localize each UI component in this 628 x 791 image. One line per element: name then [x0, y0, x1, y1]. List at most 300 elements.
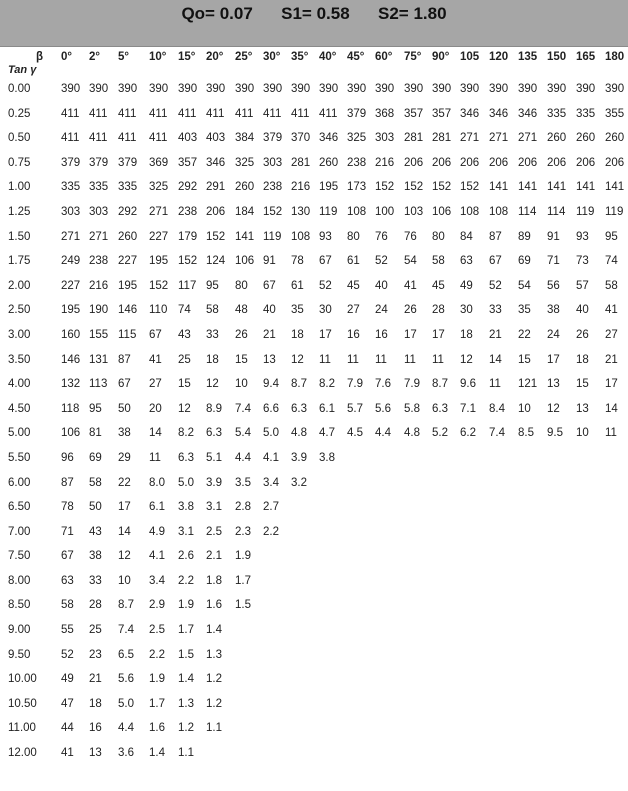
table-cell: 22 — [518, 328, 531, 341]
table-cell: 45 — [347, 279, 360, 292]
table-cell: 58 — [605, 279, 618, 292]
table-cell: 14 — [118, 525, 131, 538]
table-cell: 4.9 — [149, 525, 165, 538]
table-cell: 38 — [547, 304, 560, 317]
table-cell: 5.8 — [404, 402, 420, 415]
table-cell: 1.1 — [206, 722, 222, 735]
table-cell: 260 — [319, 156, 339, 169]
table-cell: 78 — [291, 255, 304, 268]
table-cell: 335 — [89, 181, 109, 194]
row-label: 2.00 — [8, 279, 31, 292]
table-cell: 28 — [89, 599, 102, 612]
table-row — [0, 594, 628, 619]
table-cell: 335 — [118, 181, 138, 194]
table-cell: 11 — [347, 353, 359, 366]
table-cell: 5.0 — [263, 427, 279, 440]
table-cell: 74 — [178, 304, 191, 317]
table-cell: 40 — [576, 304, 589, 317]
table-cell: 28 — [432, 304, 445, 317]
table-cell: 206 — [460, 156, 480, 169]
table-cell: 325 — [149, 181, 169, 194]
table-cell: 390 — [291, 83, 311, 95]
table-cell: 260 — [605, 132, 625, 145]
table-cell: 73 — [576, 255, 589, 268]
table-cell: 33 — [489, 304, 502, 317]
table-cell: 87 — [118, 353, 131, 366]
table-cell: 141 — [489, 181, 509, 194]
table-cell: 6.3 — [178, 451, 194, 464]
table-cell: 3.2 — [291, 476, 307, 489]
table-cell: 100 — [375, 205, 395, 218]
table-cell: 3.8 — [319, 451, 335, 464]
table-cell: 390 — [547, 83, 567, 95]
table-cell: 5.2 — [432, 427, 448, 440]
table-cell: 22 — [118, 476, 131, 489]
table-cell: 403 — [178, 132, 198, 145]
table-cell: 1.9 — [178, 599, 194, 612]
table-cell: 43 — [89, 525, 102, 538]
table-cell: 69 — [89, 451, 102, 464]
table-cell: 14 — [149, 427, 162, 440]
table-cell: 16 — [89, 722, 102, 735]
table-cell: 1.7 — [149, 697, 165, 710]
table-cell: 411 — [149, 107, 168, 120]
table-cell: 195 — [319, 181, 339, 194]
table-cell: 1.2 — [178, 722, 194, 735]
table-cell: 95 — [206, 279, 219, 292]
row-label: 2.50 — [8, 304, 31, 317]
table-cell: 160 — [61, 328, 81, 341]
table-cell: 58 — [206, 304, 219, 317]
table-cell: 7.6 — [375, 378, 391, 391]
table-row — [0, 176, 628, 201]
column-header: 5° — [118, 51, 129, 63]
table-cell: 17 — [118, 501, 131, 514]
table-cell: 8.2 — [319, 378, 335, 391]
table-row — [0, 644, 628, 669]
table-cell: 38 — [89, 550, 102, 563]
table-cell: 303 — [89, 205, 109, 218]
table-cell: 13 — [547, 378, 560, 391]
table-cell: 260 — [547, 132, 567, 145]
table-cell: 152 — [404, 181, 424, 194]
table-cell: 379 — [89, 156, 109, 169]
table-cell: 390 — [347, 83, 367, 95]
tan-gamma-label: Tan γ — [8, 64, 37, 76]
table-row — [0, 324, 628, 349]
table-cell: 35 — [518, 304, 531, 317]
table-cell: 1.6 — [149, 722, 165, 735]
table-cell: 30 — [460, 304, 473, 317]
table-cell: 411 — [61, 107, 80, 120]
table-cell: 227 — [149, 230, 169, 243]
table-cell: 17 — [404, 328, 417, 341]
table-cell: 357 — [432, 107, 452, 120]
table-cell: 411 — [319, 107, 338, 120]
table-cell: 13 — [263, 353, 276, 366]
table-cell: 52 — [489, 279, 502, 292]
table-row — [0, 275, 628, 300]
table-cell: 411 — [61, 132, 80, 145]
table-cell: 87 — [61, 476, 74, 489]
table-cell: 61 — [291, 279, 304, 292]
table-row — [0, 398, 628, 423]
table-cell: 80 — [235, 279, 248, 292]
table-row — [0, 103, 628, 128]
table-cell: 5.7 — [347, 402, 363, 415]
table-cell: 390 — [149, 83, 169, 95]
table-cell: 5.0 — [118, 697, 134, 710]
table-cell: 292 — [178, 181, 198, 194]
table-cell: 3.6 — [118, 747, 134, 760]
table-cell: 63 — [460, 255, 473, 268]
row-label: 6.00 — [8, 476, 31, 489]
table-cell: 271 — [149, 205, 169, 218]
column-header: 30° — [263, 51, 281, 63]
table-cell: 260 — [576, 132, 596, 145]
row-label: 1.00 — [8, 181, 31, 194]
table-cell: 3.1 — [178, 525, 194, 538]
table-cell: 303 — [263, 156, 283, 169]
table-cell: 18 — [291, 328, 304, 341]
table-cell: 390 — [263, 83, 283, 95]
table-cell: 76 — [404, 230, 417, 243]
table-cell: 67 — [118, 378, 131, 391]
table-cell: 227 — [118, 255, 138, 268]
table-cell: 48 — [235, 304, 248, 317]
table-cell: 7.4 — [489, 427, 505, 440]
table-cell: 216 — [89, 279, 109, 292]
column-header: 15° — [178, 51, 196, 63]
table-cell: 4.7 — [319, 427, 335, 440]
table-cell: 4.4 — [375, 427, 391, 440]
table-cell: 3.8 — [178, 501, 194, 514]
table-cell: 1.6 — [206, 599, 222, 612]
table-row — [0, 545, 628, 570]
table-cell: 3.9 — [206, 476, 222, 489]
table-cell: 6.1 — [149, 501, 165, 514]
table-cell: 8.0 — [149, 476, 165, 489]
table-cell: 390 — [206, 83, 226, 95]
table-cell: 106 — [432, 205, 452, 218]
table-cell: 6.2 — [460, 427, 476, 440]
table-cell: 379 — [61, 156, 81, 169]
table-cell: 2.7 — [263, 501, 279, 514]
table-cell: 2.2 — [149, 648, 165, 661]
table-cell: 271 — [489, 132, 509, 145]
table-cell: 4.4 — [118, 722, 134, 735]
table-cell: 411 — [149, 132, 168, 145]
table-cell: 63 — [61, 574, 74, 587]
table-cell: 2.8 — [235, 501, 251, 514]
table-cell: 1.3 — [178, 697, 194, 710]
column-header: 10° — [149, 51, 167, 63]
parameters-title: Qo= 0.07 S1= 0.58 S2= 1.80 — [181, 4, 447, 23]
table-cell: 12 — [460, 353, 473, 366]
table-row — [0, 78, 628, 103]
table-cell: 10 — [235, 378, 248, 391]
table-cell: 390 — [404, 83, 424, 95]
table-cell: 54 — [518, 279, 531, 292]
table-cell: 17 — [319, 328, 332, 341]
table-cell: 152 — [206, 230, 226, 243]
table-cell: 21 — [263, 328, 276, 341]
table-cell: 190 — [89, 304, 109, 317]
table-cell: 346 — [518, 107, 538, 120]
table-cell: 291 — [206, 181, 226, 194]
table-cell: 206 — [605, 156, 625, 169]
table-cell: 4.1 — [263, 451, 279, 464]
table-cell: 21 — [489, 328, 502, 341]
table-cell: 106 — [61, 427, 81, 440]
table-cell: 1.5 — [178, 648, 194, 661]
column-header: 90° — [432, 51, 450, 63]
table-cell: 11 — [375, 353, 387, 366]
table-cell: 152 — [375, 181, 395, 194]
table-cell: 7.4 — [235, 402, 251, 415]
column-header: 45° — [347, 51, 365, 63]
table-cell: 390 — [235, 83, 255, 95]
table-cell: 206 — [404, 156, 424, 169]
row-label: 11.00 — [8, 722, 36, 735]
table-cell: 1.4 — [149, 747, 165, 760]
table-cell: 5.6 — [118, 673, 134, 686]
table-cell: 58 — [89, 476, 102, 489]
table-cell: 411 — [206, 107, 225, 120]
table-cell: 155 — [89, 328, 109, 341]
table-cell: 238 — [178, 205, 198, 218]
table-cell: 67 — [263, 279, 276, 292]
table-cell: 195 — [149, 255, 169, 268]
table-cell: 5.6 — [375, 402, 391, 415]
table-cell: 216 — [375, 156, 395, 169]
table-cell: 52 — [319, 279, 332, 292]
table-cell: 71 — [547, 255, 560, 268]
table-cell: 110 — [149, 304, 168, 317]
table-cell: 141 — [576, 181, 596, 194]
column-header: 25° — [235, 51, 253, 63]
table-cell: 115 — [118, 328, 137, 341]
table-cell: 2.5 — [206, 525, 222, 538]
table-cell: 40 — [263, 304, 276, 317]
table-cell: 50 — [118, 402, 131, 415]
table-cell: 38 — [118, 427, 131, 440]
table-cell: 141 — [547, 181, 567, 194]
table-cell: 281 — [291, 156, 311, 169]
row-label: 9.00 — [8, 624, 31, 637]
table-cell: 44 — [61, 722, 74, 735]
table-cell: 5.1 — [206, 451, 222, 464]
column-header: 135 — [518, 51, 538, 63]
table-cell: 95 — [89, 402, 102, 415]
table-cell: 346 — [489, 107, 509, 120]
table-cell: 390 — [319, 83, 339, 95]
table-cell: 1.3 — [206, 648, 222, 661]
table-cell: 12 — [118, 550, 131, 563]
table-row — [0, 447, 628, 472]
table-cell: 238 — [263, 181, 283, 194]
table-cell: 131 — [89, 353, 109, 366]
table-cell: 7.9 — [347, 378, 363, 391]
table-cell: 7.1 — [460, 402, 476, 415]
table-cell: 18 — [576, 353, 589, 366]
table-cell: 91 — [547, 230, 560, 243]
row-label: 1.25 — [8, 205, 31, 218]
table-cell: 390 — [489, 83, 509, 95]
table-cell: 18 — [89, 697, 102, 710]
table-cell: 379 — [347, 107, 367, 120]
table-cell: 96 — [61, 451, 74, 464]
table-cell: 95 — [605, 230, 618, 243]
table-row — [0, 127, 628, 152]
table-cell: 346 — [319, 132, 339, 145]
table-cell: 67 — [319, 255, 332, 268]
table-cell: 206 — [518, 156, 538, 169]
table-cell: 26 — [576, 328, 589, 341]
table-cell: 390 — [460, 83, 480, 95]
table-cell: 141 — [518, 181, 538, 194]
table-cell: 26 — [235, 328, 248, 341]
table-cell: 12 — [178, 402, 191, 415]
table-row — [0, 496, 628, 521]
table-cell: 12 — [206, 378, 219, 391]
table-cell: 8.7 — [291, 378, 307, 391]
table-cell: 7.4 — [118, 624, 134, 637]
table-cell: 23 — [89, 648, 102, 661]
table-cell: 238 — [89, 255, 109, 268]
table-cell: 58 — [432, 255, 445, 268]
table-row — [0, 570, 628, 595]
table-cell: 89 — [518, 230, 531, 243]
table-cell: 6.6 — [263, 402, 279, 415]
table-cell: 152 — [149, 279, 169, 292]
table-cell: 411 — [118, 132, 137, 145]
table-cell: 390 — [605, 83, 625, 95]
table-cell: 1.4 — [206, 624, 222, 637]
column-header: 2° — [89, 51, 100, 63]
table-cell: 119 — [319, 205, 338, 218]
table-cell: 61 — [347, 255, 360, 268]
table-cell: 13 — [89, 747, 102, 760]
table-row — [0, 201, 628, 226]
table-cell: 390 — [118, 83, 138, 95]
table-cell: 3.4 — [149, 574, 165, 587]
table-cell: 335 — [547, 107, 567, 120]
table-cell: 76 — [375, 230, 388, 243]
column-header: 35° — [291, 51, 309, 63]
row-label: 5.00 — [8, 427, 31, 440]
table-cell: 1.7 — [178, 624, 194, 637]
table-cell: 15 — [576, 378, 589, 391]
table-cell: 152 — [263, 205, 283, 218]
row-label: 6.50 — [8, 501, 31, 514]
table-cell: 335 — [576, 107, 596, 120]
table-row — [0, 299, 628, 324]
table-cell: 1.2 — [206, 697, 222, 710]
column-header: 120 — [489, 51, 509, 63]
table-cell: 24 — [547, 328, 560, 341]
table-cell: 26 — [404, 304, 417, 317]
table-cell: 357 — [178, 156, 198, 169]
table-cell: 16 — [347, 328, 360, 341]
table-cell: 11 — [432, 353, 444, 366]
row-label: 0.25 — [8, 107, 31, 120]
table-cell: 411 — [89, 107, 108, 120]
table-cell: 379 — [118, 156, 138, 169]
row-label: 3.00 — [8, 328, 31, 341]
table-cell: 93 — [576, 230, 589, 243]
table-cell: 67 — [489, 255, 502, 268]
table-cell: 2.2 — [263, 525, 279, 538]
table-cell: 58 — [61, 599, 74, 612]
table-cell: 47 — [61, 697, 74, 710]
table-cell: 260 — [118, 230, 138, 243]
table-cell: 411 — [89, 132, 108, 145]
table-cell: 4.8 — [291, 427, 307, 440]
table-cell: 33 — [206, 328, 219, 341]
table-cell: 249 — [61, 255, 81, 268]
table-cell: 325 — [235, 156, 255, 169]
table-cell: 281 — [432, 132, 452, 145]
table-cell: 1.5 — [235, 599, 251, 612]
table-cell: 141 — [235, 230, 255, 243]
table-row — [0, 693, 628, 718]
table-cell: 117 — [178, 279, 197, 292]
table-cell: 5.0 — [178, 476, 194, 489]
table-cell: 8.2 — [178, 427, 194, 440]
table-cell: 335 — [61, 181, 81, 194]
table-row — [0, 373, 628, 398]
table-cell: 41 — [61, 747, 74, 760]
table-row — [0, 742, 628, 767]
table-cell: 271 — [89, 230, 109, 243]
table-cell: 4.8 — [404, 427, 420, 440]
table-cell: 1.1 — [178, 747, 194, 760]
table-cell: 2.3 — [235, 525, 251, 538]
table-cell: 80 — [347, 230, 360, 243]
table-cell: 84 — [460, 230, 473, 243]
table-cell: 379 — [263, 132, 283, 145]
table-row — [0, 349, 628, 374]
table-cell: 49 — [61, 673, 74, 686]
table-cell: 411 — [263, 107, 282, 120]
column-header: 0° — [61, 51, 72, 63]
table-cell: 27 — [605, 328, 618, 341]
table-cell: 1.4 — [178, 673, 194, 686]
table-cell: 281 — [404, 132, 424, 145]
column-header: 180 — [605, 51, 625, 63]
table-cell: 238 — [347, 156, 367, 169]
table-cell: 74 — [605, 255, 618, 268]
table-cell: 6.3 — [206, 427, 222, 440]
table-row — [0, 422, 628, 447]
table-cell: 1.9 — [235, 550, 251, 563]
table-cell: 271 — [61, 230, 81, 243]
column-header: 75° — [404, 51, 422, 63]
table-cell: 113 — [89, 378, 108, 391]
table-cell: 35 — [291, 304, 304, 317]
row-label: 7.00 — [8, 525, 31, 538]
row-label: 9.50 — [8, 648, 31, 661]
table-cell: 15 — [518, 353, 531, 366]
table-row — [0, 152, 628, 177]
table-cell: 6.1 — [319, 402, 335, 415]
row-label: 4.50 — [8, 402, 31, 415]
row-label: 10.50 — [8, 697, 37, 710]
table-cell: 15 — [178, 378, 191, 391]
table-cell: 1.2 — [206, 673, 222, 686]
table-cell: 5.4 — [235, 427, 251, 440]
